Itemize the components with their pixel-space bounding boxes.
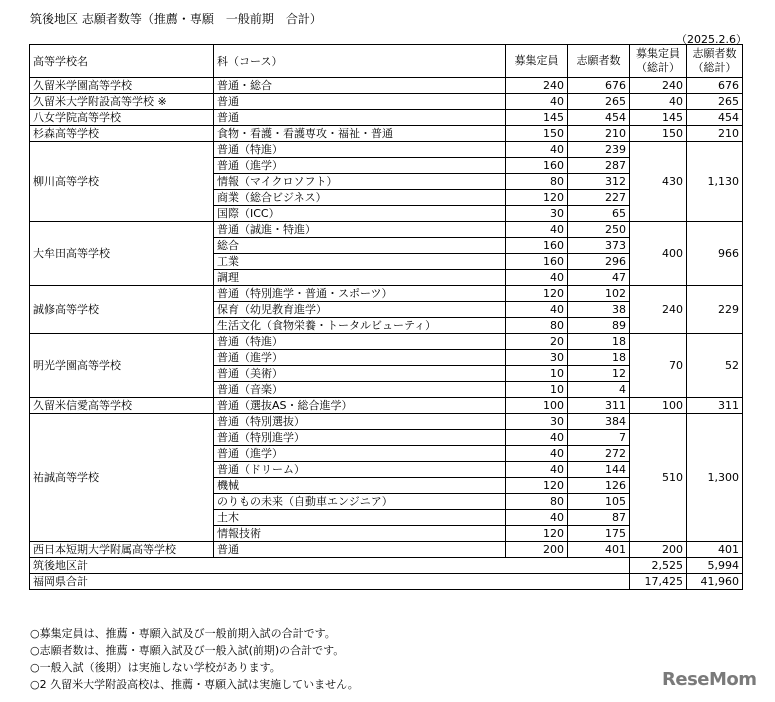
table-row	[30, 286, 743, 302]
applicants-total-cell: 454	[687, 110, 743, 126]
applicants-cell: 227	[568, 190, 630, 206]
school-name-cell: 杉森高等学校	[30, 126, 214, 142]
table-row	[30, 110, 743, 126]
school-name-cell: 柳川高等学校	[30, 142, 214, 222]
applicants-cell: 311	[568, 398, 630, 414]
applicants-cell: 12	[568, 366, 630, 382]
applicants-total-cell: 265	[687, 94, 743, 110]
capacity-cell: 40	[506, 462, 568, 478]
capacity-cell: 160	[506, 158, 568, 174]
school-name-cell: 誠修高等学校	[30, 286, 214, 334]
table-row	[30, 78, 743, 94]
capacity-cell: 200	[506, 542, 568, 558]
capacity-cell: 30	[506, 350, 568, 366]
header-applicants-total-line2: （総計）	[692, 61, 737, 74]
course-cell: 普通（音楽）	[214, 382, 506, 398]
course-cell: 普通（特別選抜）	[214, 414, 506, 430]
header-capacity-total-line1: 募集定員	[636, 47, 680, 60]
capacity-cell: 120	[506, 190, 568, 206]
school-name-cell: 祐誠高等学校	[30, 414, 214, 542]
course-cell: 生活文化（食物栄養・トータルビューティ）	[214, 318, 506, 334]
applicants-cell: 126	[568, 478, 630, 494]
notes	[30, 625, 359, 693]
capacity-cell: 10	[506, 366, 568, 382]
course-cell: 商業（総合ビジネス）	[214, 190, 506, 206]
table-row	[30, 142, 743, 158]
school-name-cell: 西日本短期大学附属高等学校	[30, 542, 214, 558]
applicants-total-cell: 1,300	[687, 414, 743, 542]
course-cell: のりもの未来（自動車エンジニア）	[214, 494, 506, 510]
course-cell: 保育（幼児教育進学）	[214, 302, 506, 318]
applicants-cell: 312	[568, 174, 630, 190]
course-cell: 調理	[214, 270, 506, 286]
course-cell: 普通（誠進・特進）	[214, 222, 506, 238]
applicants-cell: 102	[568, 286, 630, 302]
course-cell: 普通（ドリーム）	[214, 462, 506, 478]
table-row	[30, 414, 743, 430]
course-cell: 情報（マイクロソフト）	[214, 174, 506, 190]
course-cell: 普通（特別進学・普通・スポーツ）	[214, 286, 506, 302]
table-row	[30, 334, 743, 350]
applicants-cell: 239	[568, 142, 630, 158]
header-applicants: 志願者数	[568, 45, 630, 78]
applicants-cell: 210	[568, 126, 630, 142]
capacity-total-cell: 240	[630, 78, 687, 94]
header-course: 科（コース）	[214, 45, 506, 78]
capacity-cell: 80	[506, 318, 568, 334]
applicants-cell: 250	[568, 222, 630, 238]
capacity-cell: 40	[506, 302, 568, 318]
course-cell: 普通（特進）	[214, 334, 506, 350]
course-cell: 普通・総合	[214, 78, 506, 94]
course-cell: 総合	[214, 238, 506, 254]
capacity-cell: 150	[506, 126, 568, 142]
capacity-total-cell: 145	[630, 110, 687, 126]
applicants-total-cell: 41,960	[687, 574, 743, 590]
logo-text: ReseMom	[662, 669, 757, 690]
school-name-cell: 久留米学園高等学校	[30, 78, 214, 94]
capacity-cell: 30	[506, 414, 568, 430]
capacity-cell: 120	[506, 526, 568, 542]
applicants-cell: 454	[568, 110, 630, 126]
course-cell: 情報技術	[214, 526, 506, 542]
capacity-cell: 40	[506, 446, 568, 462]
header-applicants-total-line1: 志願者数	[692, 47, 737, 60]
applicants-cell: 175	[568, 526, 630, 542]
capacity-total-cell: 2,525	[630, 558, 687, 574]
table-row	[30, 398, 743, 414]
capacity-total-cell: 150	[630, 126, 687, 142]
applicants-total-cell: 311	[687, 398, 743, 414]
header-capacity: 募集定員	[506, 45, 568, 78]
school-name-cell: 大牟田高等学校	[30, 222, 214, 286]
applicants-cell: 676	[568, 78, 630, 94]
course-cell: 土木	[214, 510, 506, 526]
capacity-cell: 40	[506, 430, 568, 446]
capacity-cell: 100	[506, 398, 568, 414]
capacity-cell: 40	[506, 510, 568, 526]
capacity-cell: 40	[506, 270, 568, 286]
applicants-total-cell: 966	[687, 222, 743, 286]
note-item: ○2 久留米大学附設高校は、推薦・専願入試は実施していません。	[30, 678, 359, 691]
table-header-row	[30, 45, 743, 78]
capacity-total-cell: 70	[630, 334, 687, 398]
capacity-cell: 80	[506, 494, 568, 510]
capacity-total-cell: 200	[630, 542, 687, 558]
applicants-cell: 87	[568, 510, 630, 526]
total-row	[30, 574, 743, 590]
header-capacity-total-line2: （総計）	[636, 61, 680, 74]
course-cell: 普通（特別進学）	[214, 430, 506, 446]
applicants-cell: 65	[568, 206, 630, 222]
school-name-cell: 明光学園高等学校	[30, 334, 214, 398]
header-capacity-total	[630, 45, 687, 78]
capacity-cell: 40	[506, 222, 568, 238]
total-row	[30, 558, 743, 574]
applicants-cell: 7	[568, 430, 630, 446]
course-cell: 食物・看護・看護専攻・福祉・普通	[214, 126, 506, 142]
capacity-cell: 160	[506, 238, 568, 254]
school-name-cell: 久留米信愛高等学校	[30, 398, 214, 414]
table-row	[30, 222, 743, 238]
capacity-cell: 120	[506, 286, 568, 302]
capacity-cell: 120	[506, 478, 568, 494]
table-row	[30, 126, 743, 142]
capacity-cell: 160	[506, 254, 568, 270]
date-label: （2025.2.6）	[676, 33, 747, 46]
applicants-total-cell: 210	[687, 126, 743, 142]
applicants-total-cell: 5,994	[687, 558, 743, 574]
note-item: ○募集定員は、推薦・専願入試及び一般前期入試の合計です。	[30, 627, 336, 640]
capacity-total-cell: 510	[630, 414, 687, 542]
course-cell: 普通	[214, 542, 506, 558]
applicants-cell: 384	[568, 414, 630, 430]
school-name-cell: 久留米大学附設高等学校 ※	[30, 94, 214, 110]
capacity-total-cell: 400	[630, 222, 687, 286]
header-applicants-total	[687, 45, 743, 78]
course-cell: 普通	[214, 110, 506, 126]
course-cell: 普通（選抜AS・総合進学）	[214, 398, 506, 414]
total-label-cell: 筑後地区計	[30, 558, 630, 574]
header-school: 高等学校名	[30, 45, 214, 78]
capacity-cell: 30	[506, 206, 568, 222]
applicants-cell: 401	[568, 542, 630, 558]
table-row	[30, 94, 743, 110]
note-item: ○志願者数は、推薦・専願入試及び一般入試(前期)の合計です。	[30, 644, 345, 657]
table-row	[30, 542, 743, 558]
applicants-total-cell: 676	[687, 78, 743, 94]
applicants-cell: 296	[568, 254, 630, 270]
capacity-total-cell: 40	[630, 94, 687, 110]
course-cell: 普通（美術）	[214, 366, 506, 382]
resemom-logo	[662, 669, 757, 690]
course-cell: 普通	[214, 94, 506, 110]
capacity-cell: 80	[506, 174, 568, 190]
applicants-cell: 272	[568, 446, 630, 462]
capacity-total-cell: 100	[630, 398, 687, 414]
course-cell: 普通（特進）	[214, 142, 506, 158]
applicants-total-cell: 401	[687, 542, 743, 558]
course-cell: 普通（進学）	[214, 158, 506, 174]
total-label-cell: 福岡県合計	[30, 574, 630, 590]
course-cell: 普通（進学）	[214, 446, 506, 462]
applicants-total-cell: 229	[687, 286, 743, 334]
capacity-total-cell: 240	[630, 286, 687, 334]
course-cell: 機械	[214, 478, 506, 494]
capacity-total-cell: 17,425	[630, 574, 687, 590]
applicants-total-cell: 52	[687, 334, 743, 398]
applicants-cell: 38	[568, 302, 630, 318]
capacity-cell: 240	[506, 78, 568, 94]
course-cell: 国際（ICC）	[214, 206, 506, 222]
capacity-cell: 10	[506, 382, 568, 398]
applicants-cell: 18	[568, 334, 630, 350]
applicants-cell: 4	[568, 382, 630, 398]
applicants-table-container	[29, 44, 742, 590]
applicants-cell: 287	[568, 158, 630, 174]
capacity-cell: 20	[506, 334, 568, 350]
table-body	[30, 78, 743, 590]
school-name-cell: 八女学院高等学校	[30, 110, 214, 126]
capacity-total-cell: 430	[630, 142, 687, 222]
applicants-total-cell: 1,130	[687, 142, 743, 222]
course-cell: 普通（進学）	[214, 350, 506, 366]
note-item: ○一般入試（後期）は実施しない学校があります。	[30, 661, 281, 674]
capacity-cell: 40	[506, 142, 568, 158]
applicants-cell: 373	[568, 238, 630, 254]
applicants-table	[29, 44, 743, 590]
applicants-cell: 89	[568, 318, 630, 334]
capacity-cell: 145	[506, 110, 568, 126]
page-title: 筑後地区 志願者数等（推薦・専願 一般前期 合計）	[30, 12, 322, 26]
applicants-cell: 47	[568, 270, 630, 286]
applicants-cell: 144	[568, 462, 630, 478]
applicants-cell: 265	[568, 94, 630, 110]
capacity-cell: 40	[506, 94, 568, 110]
applicants-cell: 105	[568, 494, 630, 510]
course-cell: 工業	[214, 254, 506, 270]
applicants-cell: 18	[568, 350, 630, 366]
